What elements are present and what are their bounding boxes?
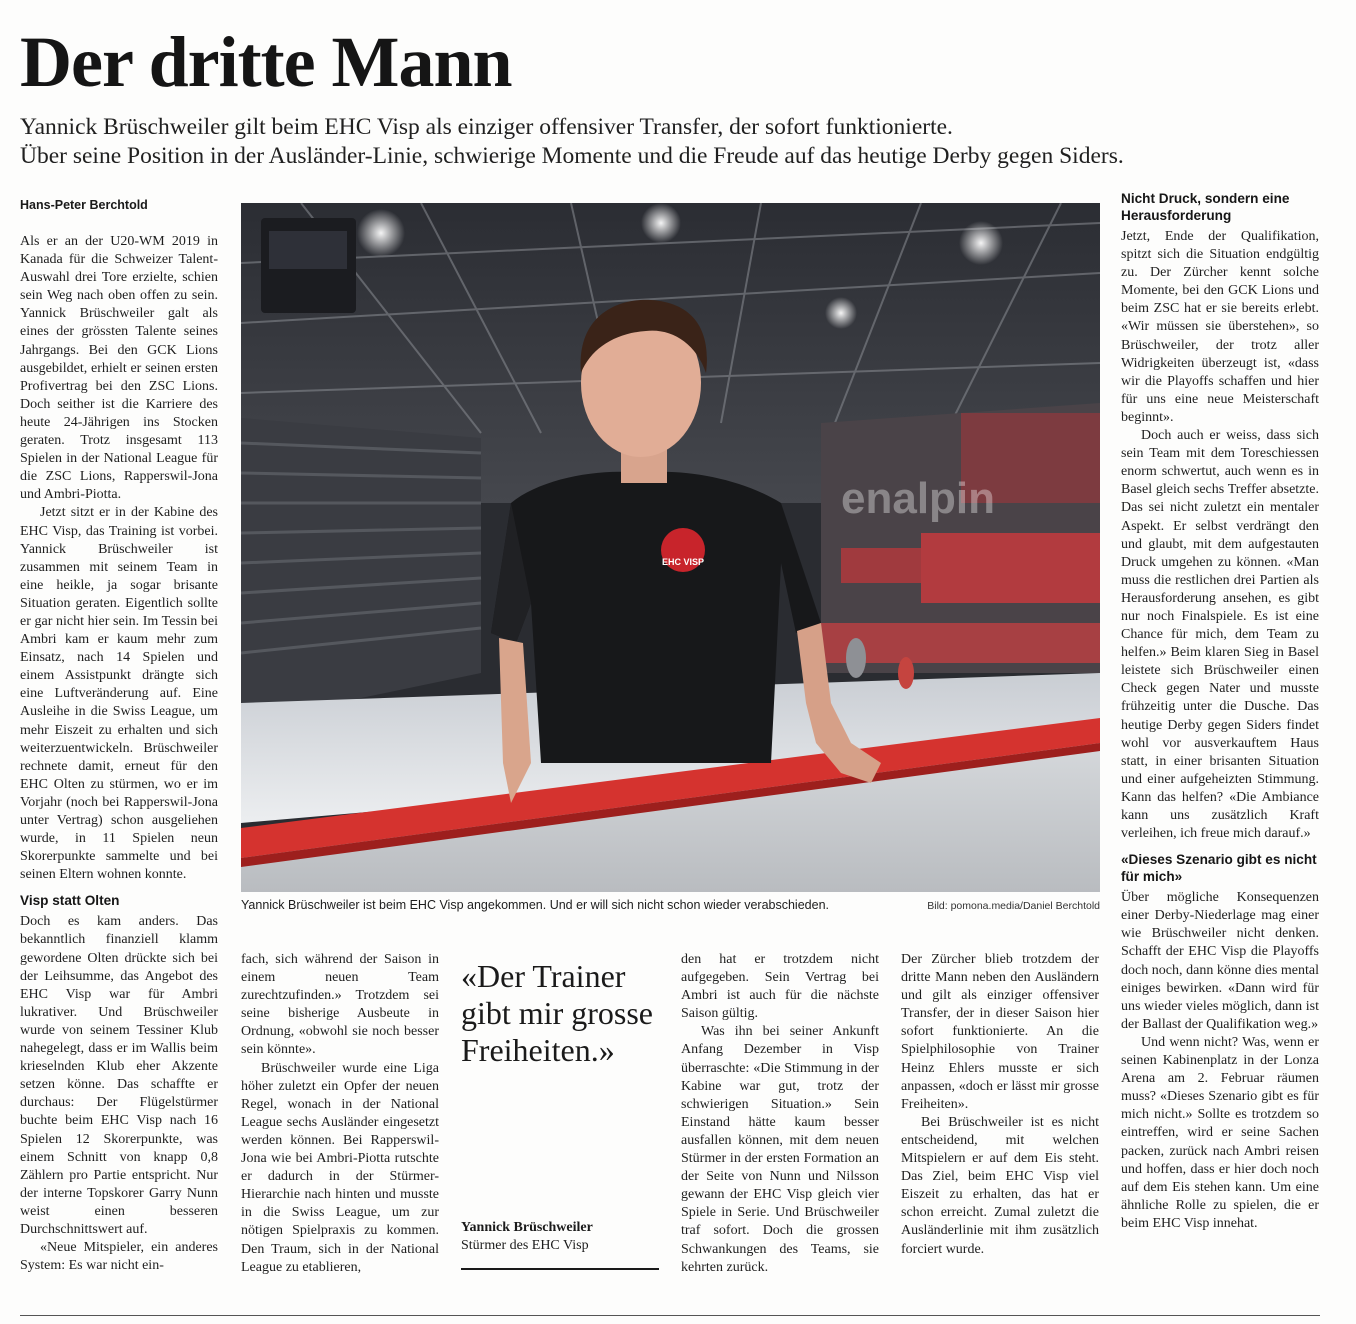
paragraph: Doch auch er weiss, dass sich sein Team mit dem Toreschiessen enorm schwertut, auch wenn es in Basel gleich sechs Treffer absetzte. Das sei nicht zuletzt ein mentaler Aspekt. Er selbst verdrängt den und glaubt, mit dem aufgestauten Druck umgehen zu können. «Man muss die restlichen drei Partien als Herausforderung ansehen, es gibt nur noch Finalspiele. Es ist eine Chance für mich, dem Team zu helfen.» Beim klaren Sieg in Basel leistete sich Brüschweiler einen Check gegen Nater und musste frühzeitig unter die Dusche. Das heutige Derby gegen Siders findet wohl vor ausverkauftem Haus statt, in einer brisanten Situation und einer aufgeheizten Stimmung. Kann das helfen? «Die Ambiance kann uns zusätzlich Kraft verleihen, ich freue mich darauf.»: [1121, 428, 1319, 842]
column-6: [1121, 190, 1319, 1233]
pull-quote-rule: [461, 1268, 659, 1270]
column-5: [901, 951, 1099, 1259]
column-2: [241, 951, 439, 1277]
paragraph: Jetzt, Ende der Qualifikation, spitzt sich die Situation endgültig zu. Der Zürcher kennt solche Momente, bei den GCK Lions und beim ZSC hat er sie bereits erlebt. «Wir müssen sie überstehen», so Brüschweiler, der trotz aller Widrigkeiten überzeugt ist, «dass wir die Playoffs schaffen und hier für uns eine neue Meisterschaft beginnt».: [1121, 229, 1319, 425]
column-4: [681, 951, 879, 1277]
article-photo: [241, 203, 1100, 892]
subheading: «Dieses Szenario gibt es nicht für mich»: [1121, 852, 1317, 885]
jersey-logo: [661, 528, 705, 572]
subheading: Nicht Druck, sondern eine Herausforderung: [1121, 191, 1290, 223]
paragraph: Doch es kam anders. Das bekanntlich finanziell klamm gewordene Olten drückte sich bei der Leihsumme, das Angebot des EHC Visp war für Ambri lukrativer. Und Brüschweiler wurde von seinem Tessiner Klub nahegelegt, dass er im Wallis beim krieselnden Klub eher Akzente setzen könne. Das schaffte er durchaus: Der Flügelstürmer buchte beim EHC Visp nach 16 Spielen 12 Skorerpunkte, was einem Schnitt von knapp 0,8 Zählern pro Partie entspricht. Nur der interne Topskorer Garry Nunn weist einen besseren Durchschnittswert auf.: [20, 914, 218, 1237]
headline: Der dritte Mann: [20, 22, 512, 102]
arena-banner-text: enalpin: [841, 474, 996, 523]
paragraph: Über mögliche Konsequenzen einer Derby-Niederlage mag einer wie Brüschweiler nicht denken. Schafft der EHC Visp die Playoffs doch noch, dann könne dies mental einiges bewirken. «Dann wird für uns wieder vieles möglich, dann ist der Ballast der Qualifikation weg.»: [1121, 890, 1319, 1032]
pull-quote-name: Yannick Brüschweiler: [461, 1220, 593, 1235]
column-1: [20, 233, 218, 1273]
lead-line-1: Yannick Brüschweiler gilt beim EHC Visp als einziger offensiver Transfer, der sofort funktionierte.: [20, 114, 953, 140]
subheading: Visp statt Olten: [20, 893, 120, 909]
pull-quote: [461, 958, 661, 1253]
photo-credit: Bild: pomona.media/Daniel Berchtold: [927, 900, 1100, 912]
caption-text: Yannick Brüschweiler ist beim EHC Visp angekommen. Und er will sich nicht schon wieder verabschieden.: [241, 898, 829, 912]
photo-caption: [241, 898, 1100, 912]
paragraph: Der Zürcher blieb trotzdem der dritte Mann neben den Ausländern und gilt als einziger offensiver Transfer, der in dieser Saison hier sofort funktionierte. An die Spielphilosophie von Trainer Heinz Ehlers musste er sich anpassen, «doch er lässt mir grosse Freiheiten».: [901, 952, 1099, 1112]
paragraph: den hat er trotzdem nicht aufgegeben. Sein Vertrag bei Ambri ist auch für die nächste Saison gültig.: [681, 952, 879, 1022]
paragraph: Und wenn nicht? Was, wenn er seinen Kabinenplatz in der Lonza Arena am 2. Februar räumen muss? «Dieses Szenario gibt es für mich nicht.» Sollte es trotzdem so eintreffen, wird er seine Sachen packen, zurück nach Ambri reisen und hoffen, dass er hier doch noch auf dem Eis stehen kann. Um eine ähnliche Rolle zu spielen, die er beim EHC Visp innehat.: [1121, 1034, 1319, 1231]
lead-line-2: Über seine Position in der Ausländer-Linie, schwierige Momente und die Freude auf das heutige Derby gegen Siders.: [20, 143, 1124, 169]
author-byline: Hans-Peter Berchtold: [20, 198, 148, 212]
footer-rule: [20, 1315, 1320, 1316]
paragraph: Bei Brüschweiler ist es nicht entscheidend, mit welchen Mitspielern er auf dem Eis steht. Das Ziel, beim EHC Visp viel Eiszeit zu erhalten, das hat er schon erreicht. Zumal zuletzt die Ausländerlinie mit ihm zusätzlich forciert wurde.: [901, 1114, 1099, 1257]
pull-quote-text: «Der Trainer gibt mir grosse Freiheiten.»: [461, 958, 653, 1068]
lead: [20, 113, 1340, 171]
pull-quote-role: Stürmer des EHC Visp: [461, 1238, 589, 1253]
paragraph: fach, sich während der Saison in einem neuen Team zurechtzufinden.» Trotzdem sei seine bisherige Ausbeute in Ordnung, «obwohl sie noch besser sein könnte».: [241, 952, 439, 1058]
svg-text:EHC VISP: EHC VISP: [662, 557, 705, 567]
paragraph: Jetzt sitzt er in der Kabine des EHC Visp, das Training ist vorbei. Yannick Brüschweiler ist zusammen mit seinem Team in eine heikle, ja sogar brisante Situation geraten. Eigentlich sollte er gar nicht hier sein. Im Tessin bei Ambri kam er kaum mehr zum Einsatz, nach 14 Spielen und einem Assistpunkt drängte sich eine Luftveränderung auf. Eine Ausleihe in die Swiss League, um mehr Eiszeit zu erhalten und sich weiterzuentwickeln. Brüschweiler rechnete damit, erneut für den EHC Olten zu stürmen, wo er im Vorjahr (noch bei Rapperswil-Jona unter Vertrag) schon ausgeliehen wurde, in 11 Spielen neun Skorerpunkte sammelte und bei seinen Eltern wohnen konnte.: [20, 505, 218, 883]
paragraph: Brüschweiler wurde eine Liga höher zuletzt ein Opfer der neuen Regel, wonach in der National League sechs Ausländer eingesetzt werden können. Bei Rapperswil-Jona wie bei Ambri-Piotta rutschte er dadurch in der Stürmer-Hierarchie nach hinten und musste in die Swiss League, um zur nötigen Spielpraxis zu kommen. Den Traum, sich in der National League zu etablieren,: [241, 1060, 439, 1275]
paragraph: Was ihn bei seiner Ankunft Anfang Dezember in Visp überraschte: «Die Stimmung in der Kabine war gut, trotz der schwierigen Situation.» Sein Einstand hätte kaum besser ausfallen können, mit dem neuen Stürmer in der ersten Formation an der Seite von Nunn und Nilsson gewann der EHC Visp gleich vier Spiele in Serie. Und Brüschweiler traf sofort. Doch die grossen Schwankungen des Teams, sie kehrten zurück.: [681, 1024, 879, 1275]
paragraph: Als er an der U20-WM 2019 in Kanada für die Schweizer Talent-Auswahl drei Tore erzielte, schien sein Weg nach oben offen zu sein. Yannick Brüschweiler galt als eines der grössten Talente seines Jahrgangs. Bei den GCK Lions ausgebildet, erhielt er seinen ersten Profivertrag bei den ZSC Lions. Doch seither ist die Karriere des heute 24-Jährigen ins Stocken geraten. Trotz insgesamt 113 Spielen in der National League für die ZSC Lions, Rapperswil-Jona und Ambri-Piotta.: [20, 234, 218, 503]
photo-illustration: [241, 203, 1100, 892]
paragraph: «Neue Mitspieler, ein anderes System: Es war nicht ein-: [20, 1240, 218, 1274]
